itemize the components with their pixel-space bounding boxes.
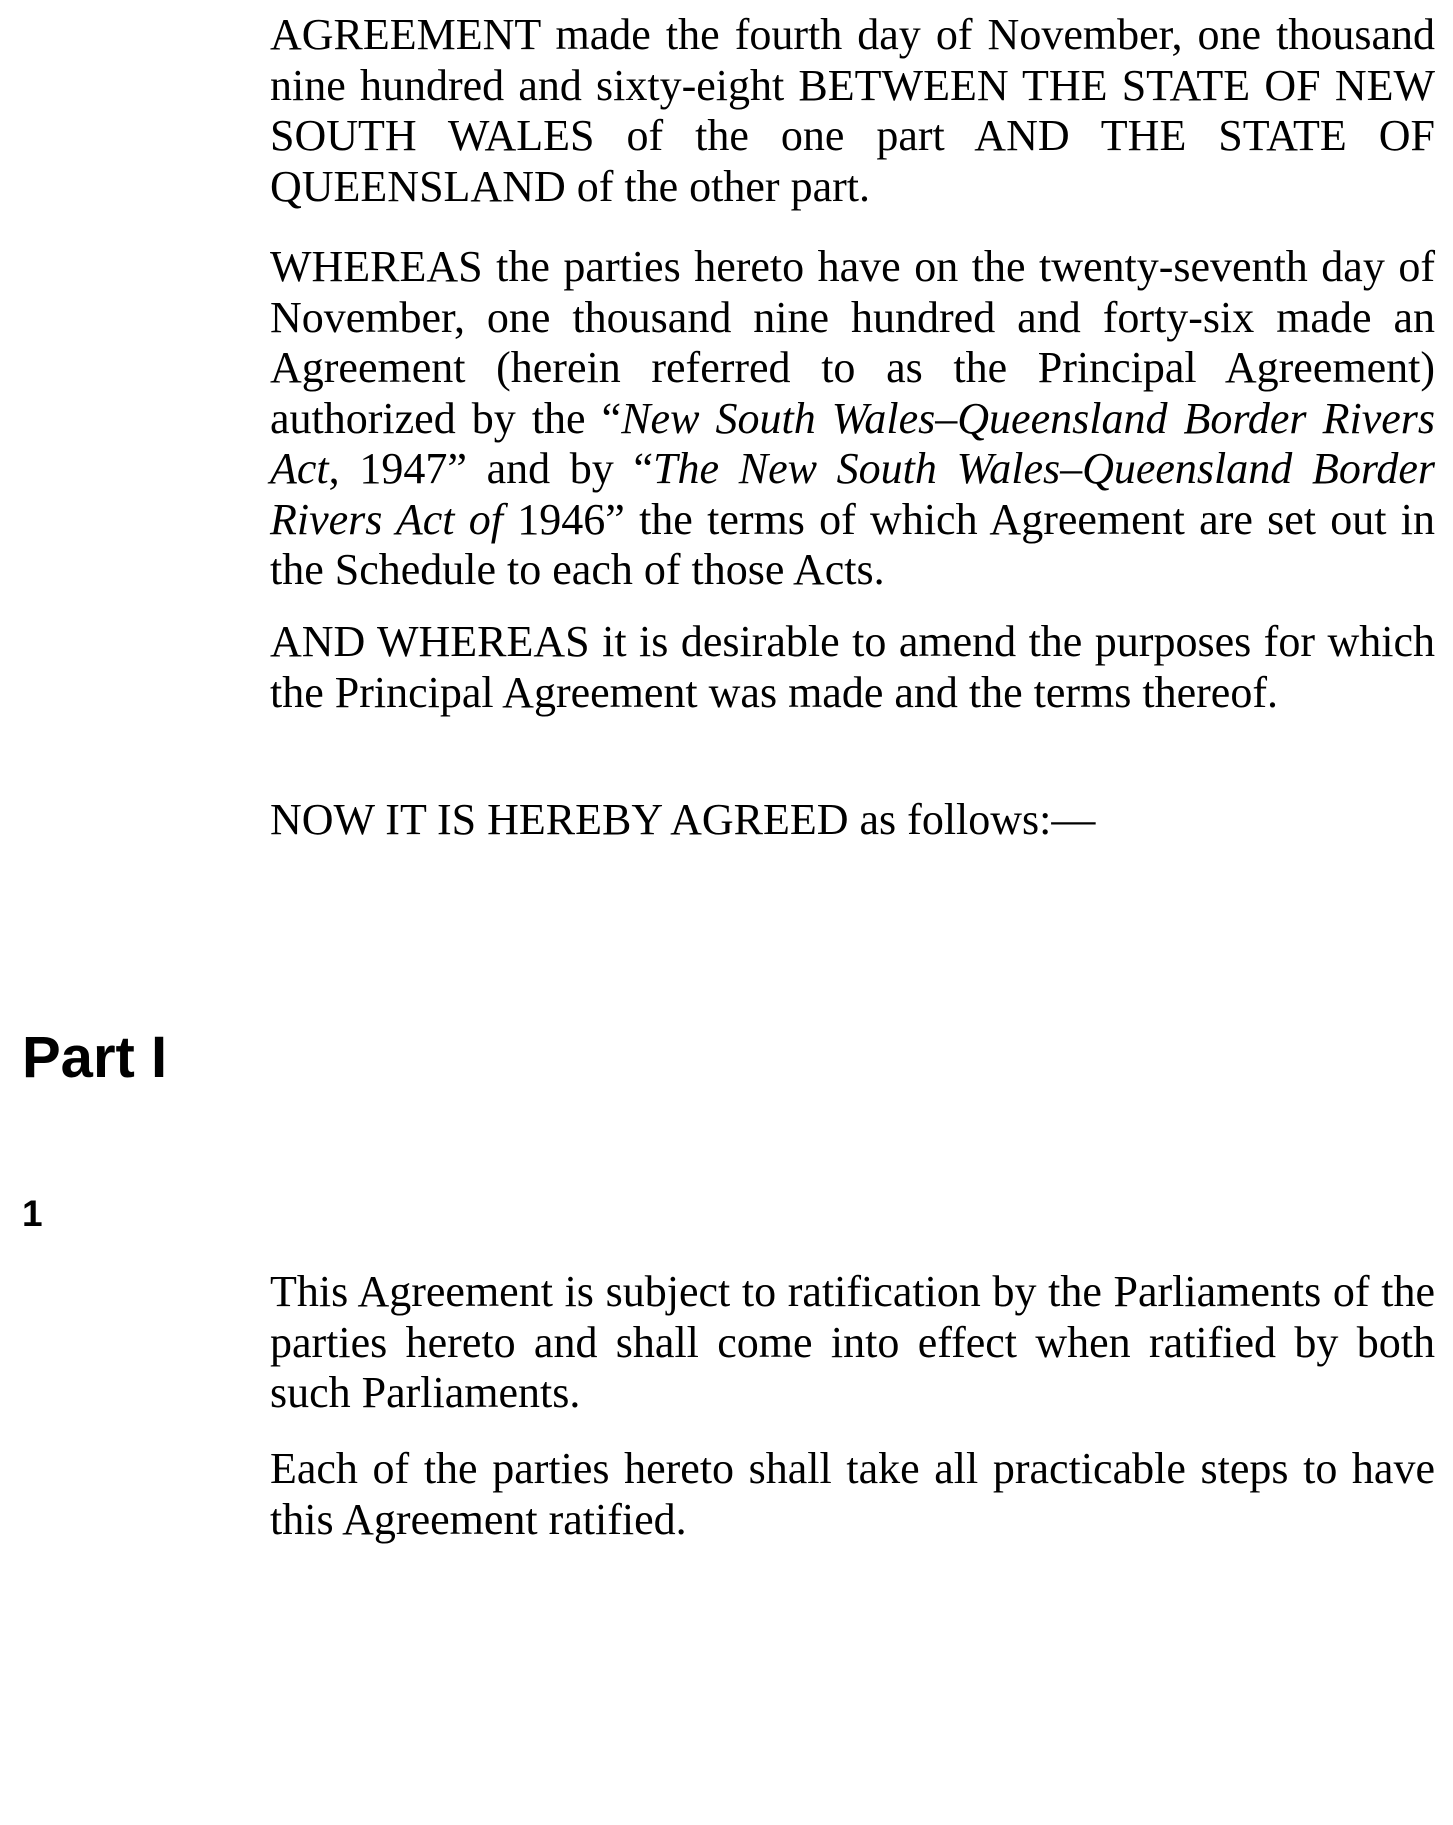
agreement-recital: AGREEMENT made the fourth day of November, one thousand nine hundred and sixty-eight BETWEEN THE STATE OF NEW SOUTH WALES of the one part AND THE STATE OF QUEENSLAND of the other part.: [270, 10, 1435, 211]
section-1-paragraph-steps: Each of the parties hereto shall take all practicable steps to have this Agreement ratified.: [270, 1444, 1435, 1544]
act-year-nsw: , 1947” and by “: [328, 444, 654, 493]
part-heading: Part I: [22, 1025, 168, 1090]
whereas-recital-amend: AND WHEREAS it is desirable to amend the purposes for which the Principal Agreement was made and the terms thereof.: [270, 617, 1435, 717]
act-title-qld: The New South Wales–Queensland Border Rivers Act of: [270, 444, 1435, 544]
section-1-paragraph-ratification: This Agreement is subject to ratification by the Parliaments of the parties hereto and shall come into effect when ratified by both such Parliaments.: [270, 1267, 1435, 1417]
whereas-text-part1: WHEREAS the parties hereto have on the twenty-seventh day of November, one thousand nine hundred and forty-six made an Agreement (herein referred to as the Principal Agreement) authorized by the “: [270, 242, 1435, 443]
section-number: 1: [22, 1193, 43, 1234]
whereas-recital-principal-agreement: [270, 242, 1435, 596]
act-title-nsw: New South Wales–Queensland Border Rivers Act: [270, 393, 1436, 493]
whereas-text-part2: 1946” the terms of which Agreement are set out in the Schedule to each of those Acts.: [270, 494, 1436, 594]
now-agreed-clause: NOW IT IS HEREBY AGREED as follows:—: [270, 795, 1096, 844]
